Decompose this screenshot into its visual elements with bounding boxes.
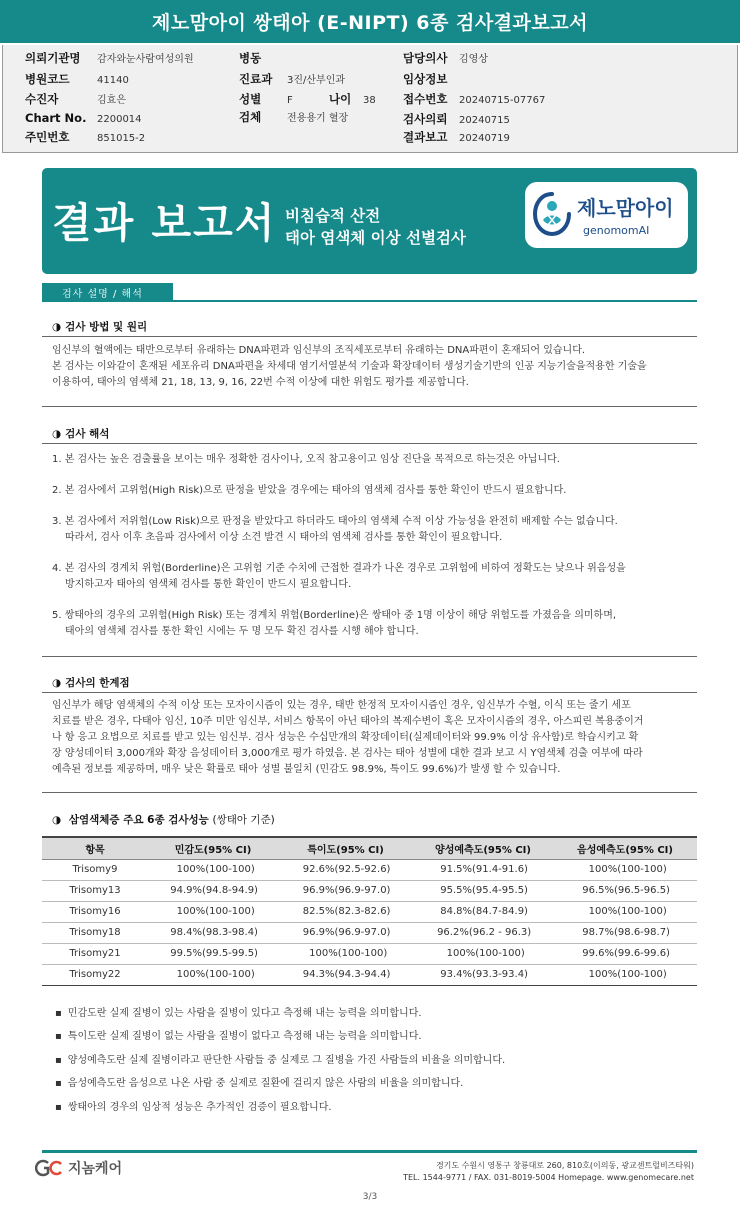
cell-npv: 98.7%(98.6-98.7) [553, 922, 697, 943]
cell-npv: 99.6%(99.6-99.6) [553, 943, 697, 964]
footer-divider [42, 1150, 697, 1153]
field-examinee: 수진자 김효은 [25, 92, 126, 106]
cell-item: Trisomy18 [42, 922, 148, 943]
cell-ppv: 100%(100-100) [413, 943, 553, 964]
cell-npv: 96.5%(96.5-96.5) [553, 880, 697, 901]
genomecare-logo-icon [35, 1158, 65, 1178]
interpretation-item: 4. 본 검사의 경계치 위험(Borderline)은 고위험 기준 수치에 근접한 결과가 나온 경우로 고위험에 비하여 정확도는 낮으나 위음성을 방지하고자 태아의 염색체 검사를 통한 확인이 반드시 필요합니다. [52, 563, 626, 590]
table-row [42, 880, 697, 901]
field-age: 나이 38 [329, 92, 376, 106]
cell-ppv: 95.5%(95.4-95.5) [413, 880, 553, 901]
method-text: 임신부의 혈액에는 태반으로부터 유래하는 DNA파편과 임신부의 조직세포로부터 유래하는 DNA파편이 혼재되어 있습니다. 본 검사는 이와같이 혼재된 세포유리 DNA파편을 차세대 염기서열분석 기술과 확장데이터 생성기술기반의 인공 지능기술을적용한 기술을 이용하여, 태아의 염색체 21, 18, 13, 9, 16, 22번 수적 이상에 대한 위험도 평가를 제공합니다. [52, 345, 647, 388]
limits-rule [42, 692, 697, 693]
cell-ppv: 96.2%(96.2 - 96.3) [413, 922, 553, 943]
cell-item: Trisomy9 [42, 859, 148, 880]
cell-spec: 96.9%(96.9-97.0) [278, 880, 413, 901]
table-row [42, 901, 697, 922]
table-row [42, 922, 697, 943]
field-sex: 성별 F [239, 92, 293, 106]
banner-subtitle-2: 태아 염색체 이상 선별검사 [285, 229, 466, 247]
cell-ppv: 93.4%(93.3-93.4) [413, 964, 553, 985]
cell-spec: 100%(100-100) [278, 943, 413, 964]
genomom-logo [525, 182, 688, 248]
cell-sens: 99.5%(99.5-99.5) [148, 943, 278, 964]
interpretation-item: 1. 본 검사는 높은 검출률을 보이는 매우 정확한 검사이나, 오직 참고용이고 임상 진단을 목적으로 하는것은 아닙니다. [52, 454, 560, 465]
cell-npv: 100%(100-100) [553, 859, 697, 880]
cell-sens: 98.4%(98.3-98.4) [148, 922, 278, 943]
cell-sens: 94.9%(94.8-94.9) [148, 880, 278, 901]
table-row [42, 964, 697, 985]
limits-text: 임신부가 해당 염색체의 수적 이상 또는 모자이시즘이 있는 경우, 태반 한정적 모자이시즘인 경우, 임신부가 수혈, 이식 또는 줄기 세포 치료를 받은 경우, 다태아 임신, 10주 미만 임신부, 서비스 항목이 아닌 태아의 복제수변이 혹은 모자이시즘의 경우, 아스피린 복용중이거 나 항 응고 요법으로 치료를 받고 있는 임신부. 검사 성능은 수십만개의 확장데이터(실제데이터와 99.9% 이상 유사함)로 학습시키고 확 장 양성데이터 3,000개와 확장 음성데이터 3,000개로 평가 하였음. 본 검사는 태아 성별에 대한 결과 보고 시 Y염색체 검출 여부에 따라 예측된 정보를 제공하며, 매우 낮은 확률로 태아 성별 불일치 (민감도 98.9%, 특이도 99.6%)가 발생 할 수 있습니다. [52, 700, 644, 775]
report-header [0, 0, 740, 43]
field-specimen: 검체 전용용기 혈장 [239, 110, 349, 124]
interpretation-rule-bottom [42, 656, 697, 657]
list-item: ▪ 민감도란 실제 질병이 있는 사람을 질병이 있다고 측정해 내는 능력을 의미합니다. [55, 1004, 422, 1019]
cell-ppv: 84.8%(84.7-84.9) [413, 901, 553, 922]
cell-spec: 82.5%(82.3-82.6) [278, 901, 413, 922]
field-hospital-code: 병원코드 41140 [25, 72, 129, 86]
col-header: 민감도(95% CI) [148, 837, 278, 859]
banner-subtitle-1: 비침습적 산전 [285, 207, 381, 225]
cell-item: Trisomy21 [42, 943, 148, 964]
list-item: ▪ 특이도란 실제 질병이 없는 사람을 질병이 없다고 측정해 내는 능력을 의미합니다. [55, 1027, 422, 1042]
report-title: 제노맘아이 쌍태아 (E-NIPT) 6종 검사결과보고서 [152, 12, 588, 34]
patient-info-panel [2, 45, 738, 153]
interpretation-heading: ◑ 검사 해석 [52, 426, 109, 441]
logo-text-ko: 제노맘아이 [577, 196, 674, 220]
performance-table [42, 836, 697, 986]
col-header: 양성예측도(95% CI) [413, 837, 553, 859]
genomom-mark-icon [531, 190, 573, 238]
cell-npv: 100%(100-100) [553, 964, 697, 985]
company-logo [35, 1158, 122, 1178]
field-clinical: 임상정보 [403, 72, 448, 86]
table-row [42, 859, 697, 880]
field-resident-no: 주민번호 851015-2 [25, 130, 146, 144]
list-item: ▪ 양성예측도란 실제 질병이라고 판단한 사람들 중 실제로 그 질병을 가진 사람들의 비율을 의미합니다. [55, 1051, 505, 1066]
cell-item: Trisomy22 [42, 964, 148, 985]
cell-sens: 100%(100-100) [148, 964, 278, 985]
limits-heading: ◑ 검사의 한계점 [52, 675, 130, 690]
performance-heading: ◑ 삼염색체증 주요 6종 검사성능 (쌍태아 기준) [52, 812, 275, 827]
cell-npv: 100%(100-100) [553, 901, 697, 922]
list-item: ▪ 음성예측도란 음성으로 나온 사람 중 실제로 질환에 걸리지 않은 사람의 비율을 의미합니다. [55, 1074, 463, 1089]
field-institution: 의뢰기관명 감자와눈사람여성의원 [25, 51, 194, 65]
page-number: 3/3 [362, 1192, 378, 1202]
col-header: 특이도(95% CI) [278, 837, 413, 859]
cell-spec: 92.6%(92.5-92.6) [278, 859, 413, 880]
col-header: 항목 [42, 837, 148, 859]
banner-title: 결과 보고서 [52, 199, 277, 247]
field-ward: 병동 [239, 51, 262, 65]
cell-item: Trisomy13 [42, 880, 148, 901]
field-dept: 진료과 3진/산부인과 [239, 72, 346, 86]
company-name: 지놈케어 [68, 1161, 123, 1177]
logo-text-en: genomomAI [583, 224, 650, 237]
interpretation-item: 2. 본 검사에서 고위험(High Risk)으로 판정을 받았을 경우에는 태아의 염색체 검사를 통한 확인이 반드시 필요합니다. [52, 485, 567, 496]
section-divider [42, 300, 697, 302]
cell-ppv: 91.5%(91.4-91.6) [413, 859, 553, 880]
interpretation-item: 3. 본 검사에서 저위험(Low Risk)으로 판정을 받았다고 하더라도 태아의 염색체 수적 이상 가능성을 완전히 배제할 수는 없습니다. 따라서, 검사 이후 초음파 검사에서 이상 소견 발견 시 태아의 염색체 검사를 통한 확인이 필요합니다. [52, 516, 618, 543]
method-rule-bottom [42, 406, 697, 407]
result-banner [42, 168, 697, 274]
field-request-date: 검사의뢰 20240715 [403, 112, 510, 126]
table-header-row [42, 837, 697, 859]
cell-sens: 100%(100-100) [148, 859, 278, 880]
company-address: 경기도 수원시 영통구 창룡대로 260, 810호(이의동, 광교센트럴비즈타워) TEL. 1544-9771 / FAX. 031-8019-5004 Homepage. www.genomecare.net [403, 1161, 694, 1182]
col-header: 음성예측도(95% CI) [553, 837, 697, 859]
field-receipt-no: 접수번호 20240715-07767 [403, 92, 546, 106]
cell-spec: 96.9%(96.9-97.0) [278, 922, 413, 943]
cell-spec: 94.3%(94.3-94.4) [278, 964, 413, 985]
method-rule [42, 336, 697, 337]
cell-item: Trisomy16 [42, 901, 148, 922]
interpretation-item: 5. 쌍태아의 경우의 고위험(High Risk) 또는 경계치 위험(Borderline)은 쌍태아 중 1명 이상이 해당 위험도를 가졌음을 의미하며, 태아의 염색체 검사를 통한 확인 시에는 두 명 모두 확진 검사를 시행 해야 합니다. [52, 610, 617, 637]
method-heading: ◑ 검사 방법 및 원리 [52, 319, 147, 334]
field-chart-no: Chart No. 2200014 [25, 111, 142, 125]
field-doctor: 담당의사 김영상 [403, 51, 488, 65]
interpretation-rule [42, 443, 697, 444]
table-row [42, 943, 697, 964]
limits-rule-bottom [42, 792, 697, 793]
list-item: ▪ 쌍태아의 경우의 임상적 성능은 추가적인 검증이 필요합니다. [55, 1098, 332, 1113]
field-report-date: 결과보고 20240719 [403, 130, 510, 144]
section-tab: 검사 설명 / 해석 [42, 283, 173, 301]
cell-sens: 100%(100-100) [148, 901, 278, 922]
